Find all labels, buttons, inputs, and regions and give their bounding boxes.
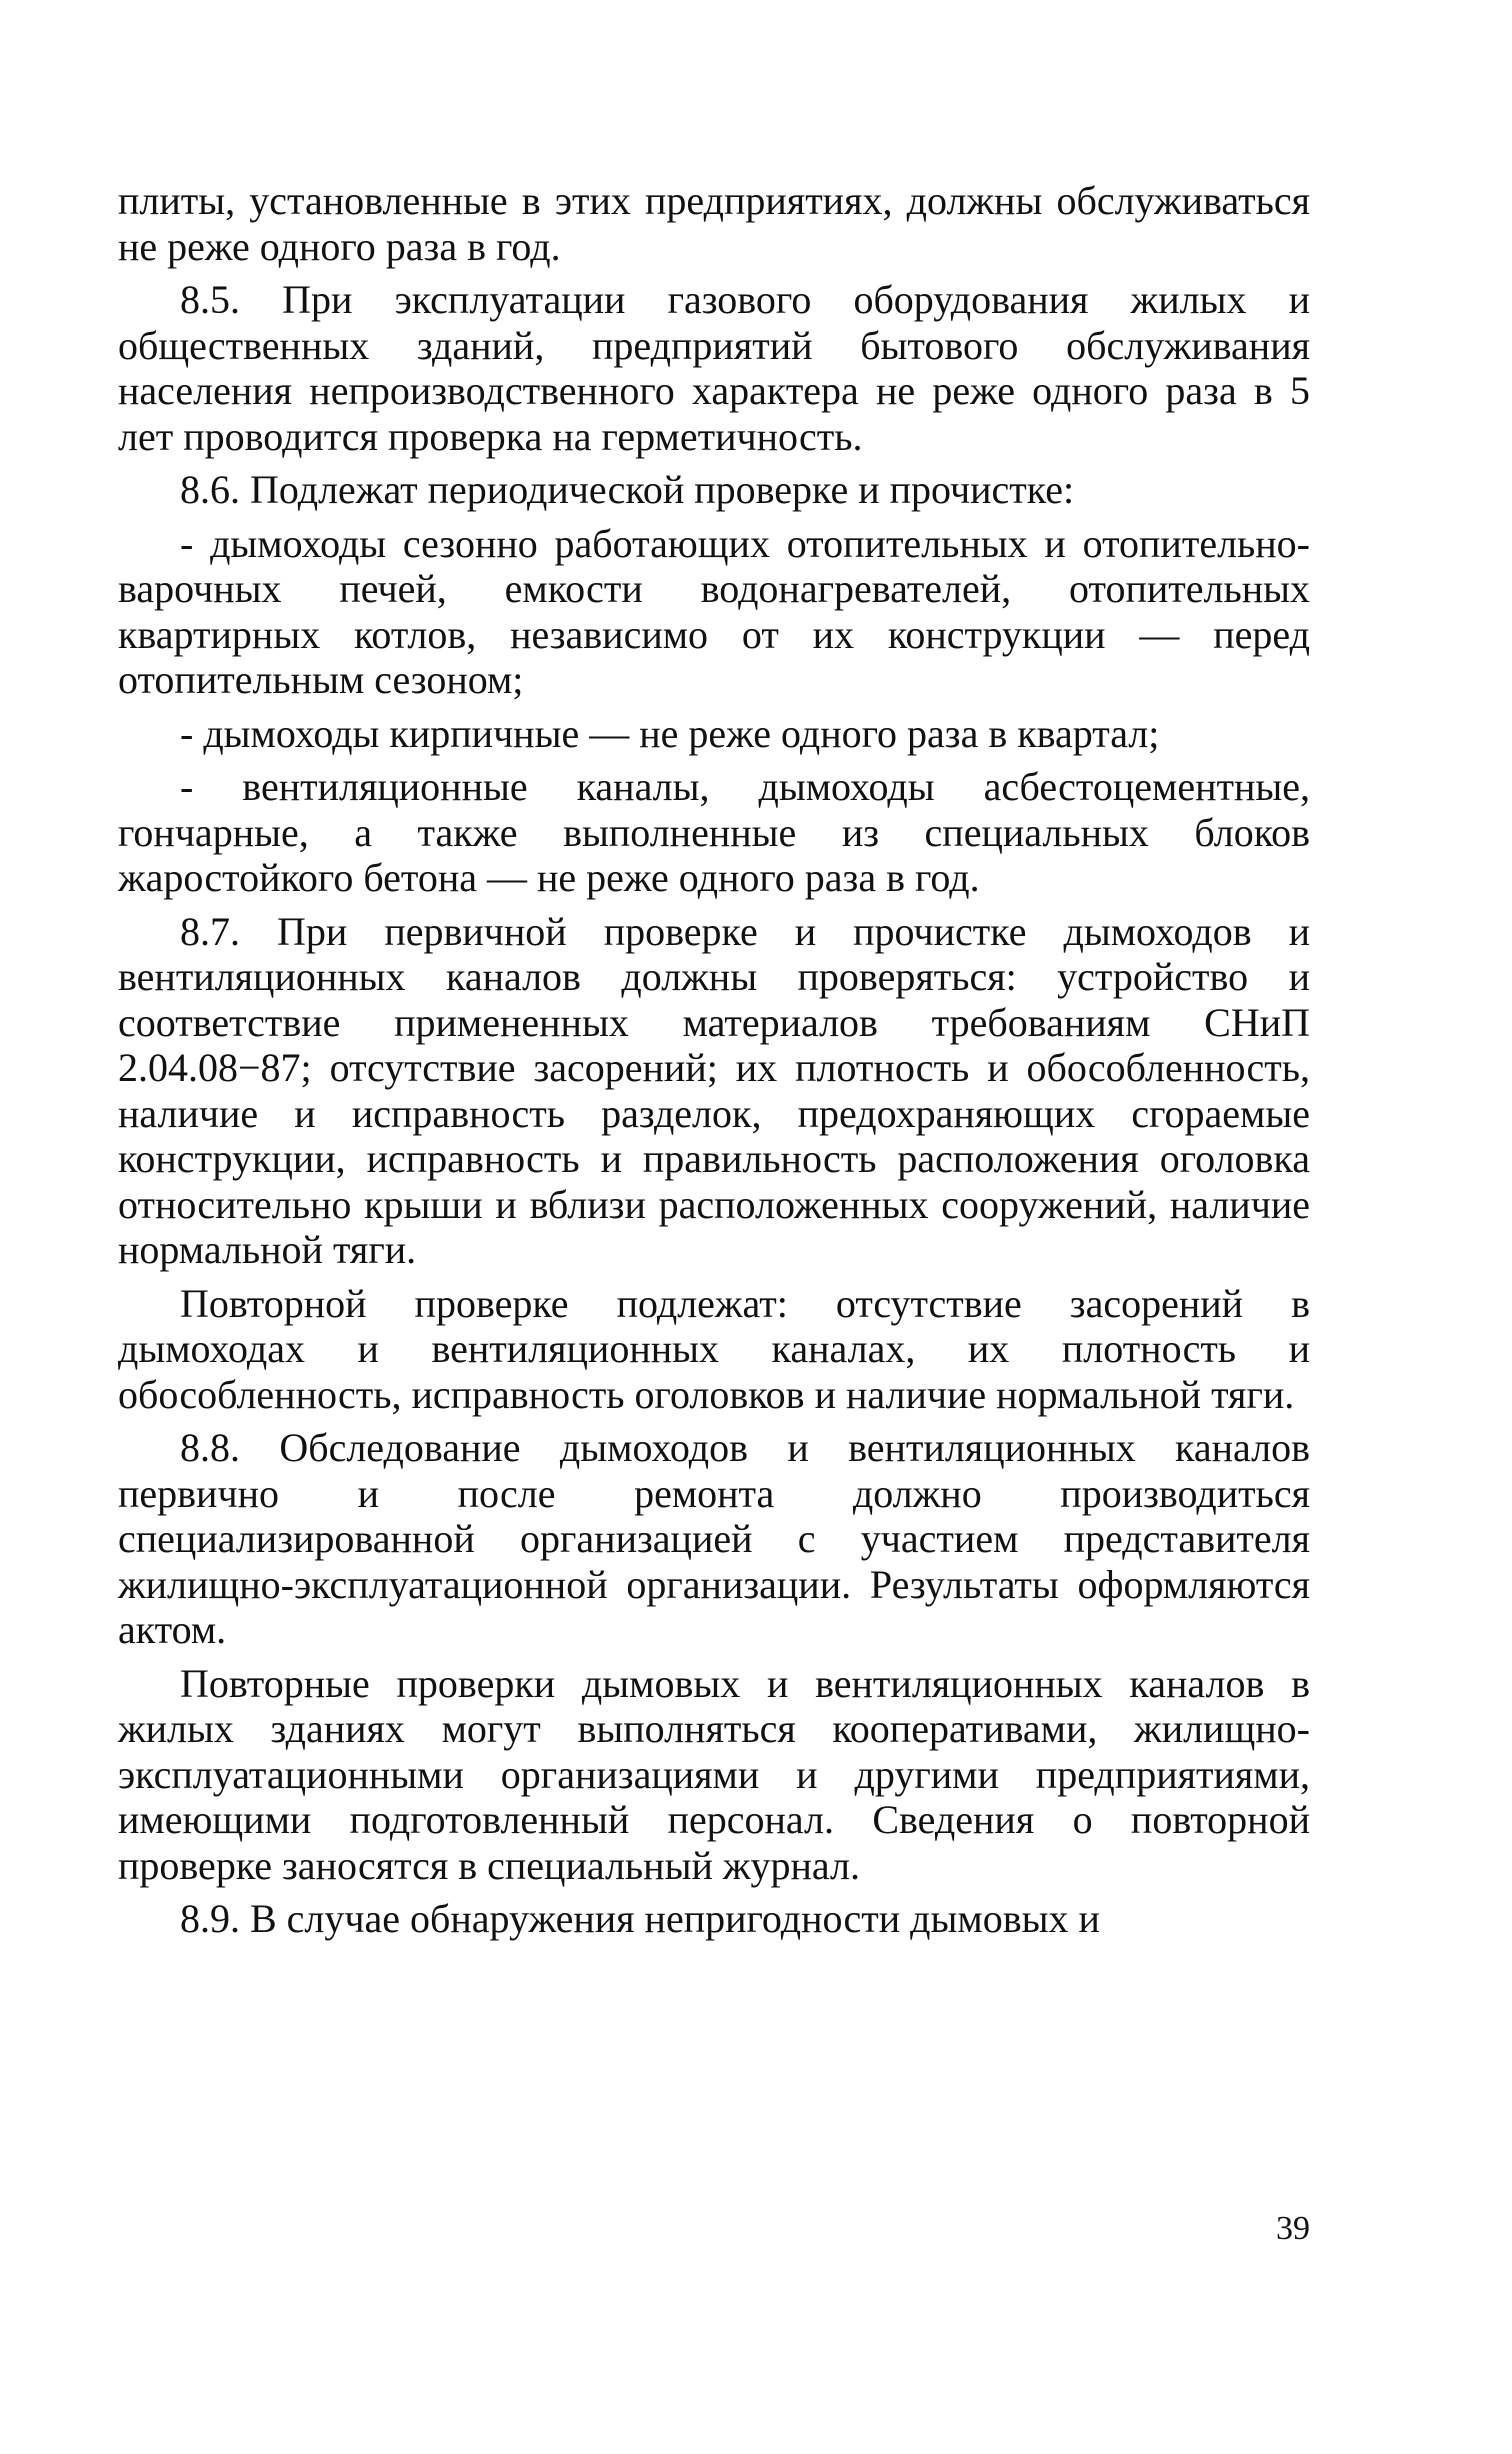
paragraph-8-9: 8.9. В случае обнаружения непригодности дымовых и bbox=[180, 1896, 1100, 1941]
paragraph-8-6: 8.6. Подлежат периодической проверке и прочистке: bbox=[180, 467, 1075, 512]
paragraph-repeat-checks: Повторные проверки дымовых и вентиляционных каналов в жилых зданиях могут выполняться кооперативами, жилищно-эксплуатационными организациями и другими предприятиями, имеющими подготовленный персонал. Сведения о повторной проверке заносятся в специальный журнал. bbox=[118, 1660, 1310, 1888]
list-item-brick-chimneys: - дымоходы кирпичные — не реже одного раза в квартал; bbox=[180, 710, 1160, 756]
paragraph-8-7: 8.7. При первичной проверке и прочистке дымоходов и вентиляционных каналов должны проверяться: устройство и соответствие примененных материалов требованиям СНиП 2.04.08−87; отсутствие засорений; их плотность и обособленность, наличие и исправность разделок, предохраняющих сгораемые конструкции, исправность и правильность расположения оголовка относительно крыши и вблизи расположенных сооружений, наличие нормальной тяги. bbox=[118, 908, 1310, 1272]
paragraph-continuation: плиты, установленные в этих предприятиях, должны обслуживаться не реже одного раза в год. bbox=[118, 178, 1310, 269]
page-number: 39 bbox=[1276, 2210, 1310, 2247]
paragraph-8-5: 8.5. При эксплуатации газового оборудования жилых и общественных зданий, предприятий бытового обслуживания населения непроизводственного характера не реже одного раза в 5 лет проводится проверка на герметичность. bbox=[118, 277, 1310, 459]
document-page bbox=[118, 178, 1310, 1950]
list-item-ventilation-channels: - вентиляционные каналы, дымоходы асбестоцементные, гончарные, а также выполненные из специальных блоков жаростойкого бетона — не реже одного раза в год. bbox=[118, 764, 1310, 900]
paragraph-repeat-inspection: Повторной проверке подлежат: отсутствие засорений в дымоходах и вентиляционных каналах, их плотность и обособленность, исправность оголовков и наличие нормальной тяги. bbox=[118, 1280, 1310, 1417]
paragraph-8-8: 8.8. Обследование дымоходов и вентиляционных каналов первично и после ремонта должно производиться специализированной организацией с участием представителя жилищно-эксплуатационной организации. Результаты оформляются актом. bbox=[118, 1425, 1310, 1652]
list-item-seasonal-chimneys: - дымоходы сезонно работающих отопительных и отопительно-варочных печей, емкости водонагревателей, отопительных квартирных котлов, независимо от их конструкции — перед отопительным сезоном; bbox=[118, 520, 1310, 702]
